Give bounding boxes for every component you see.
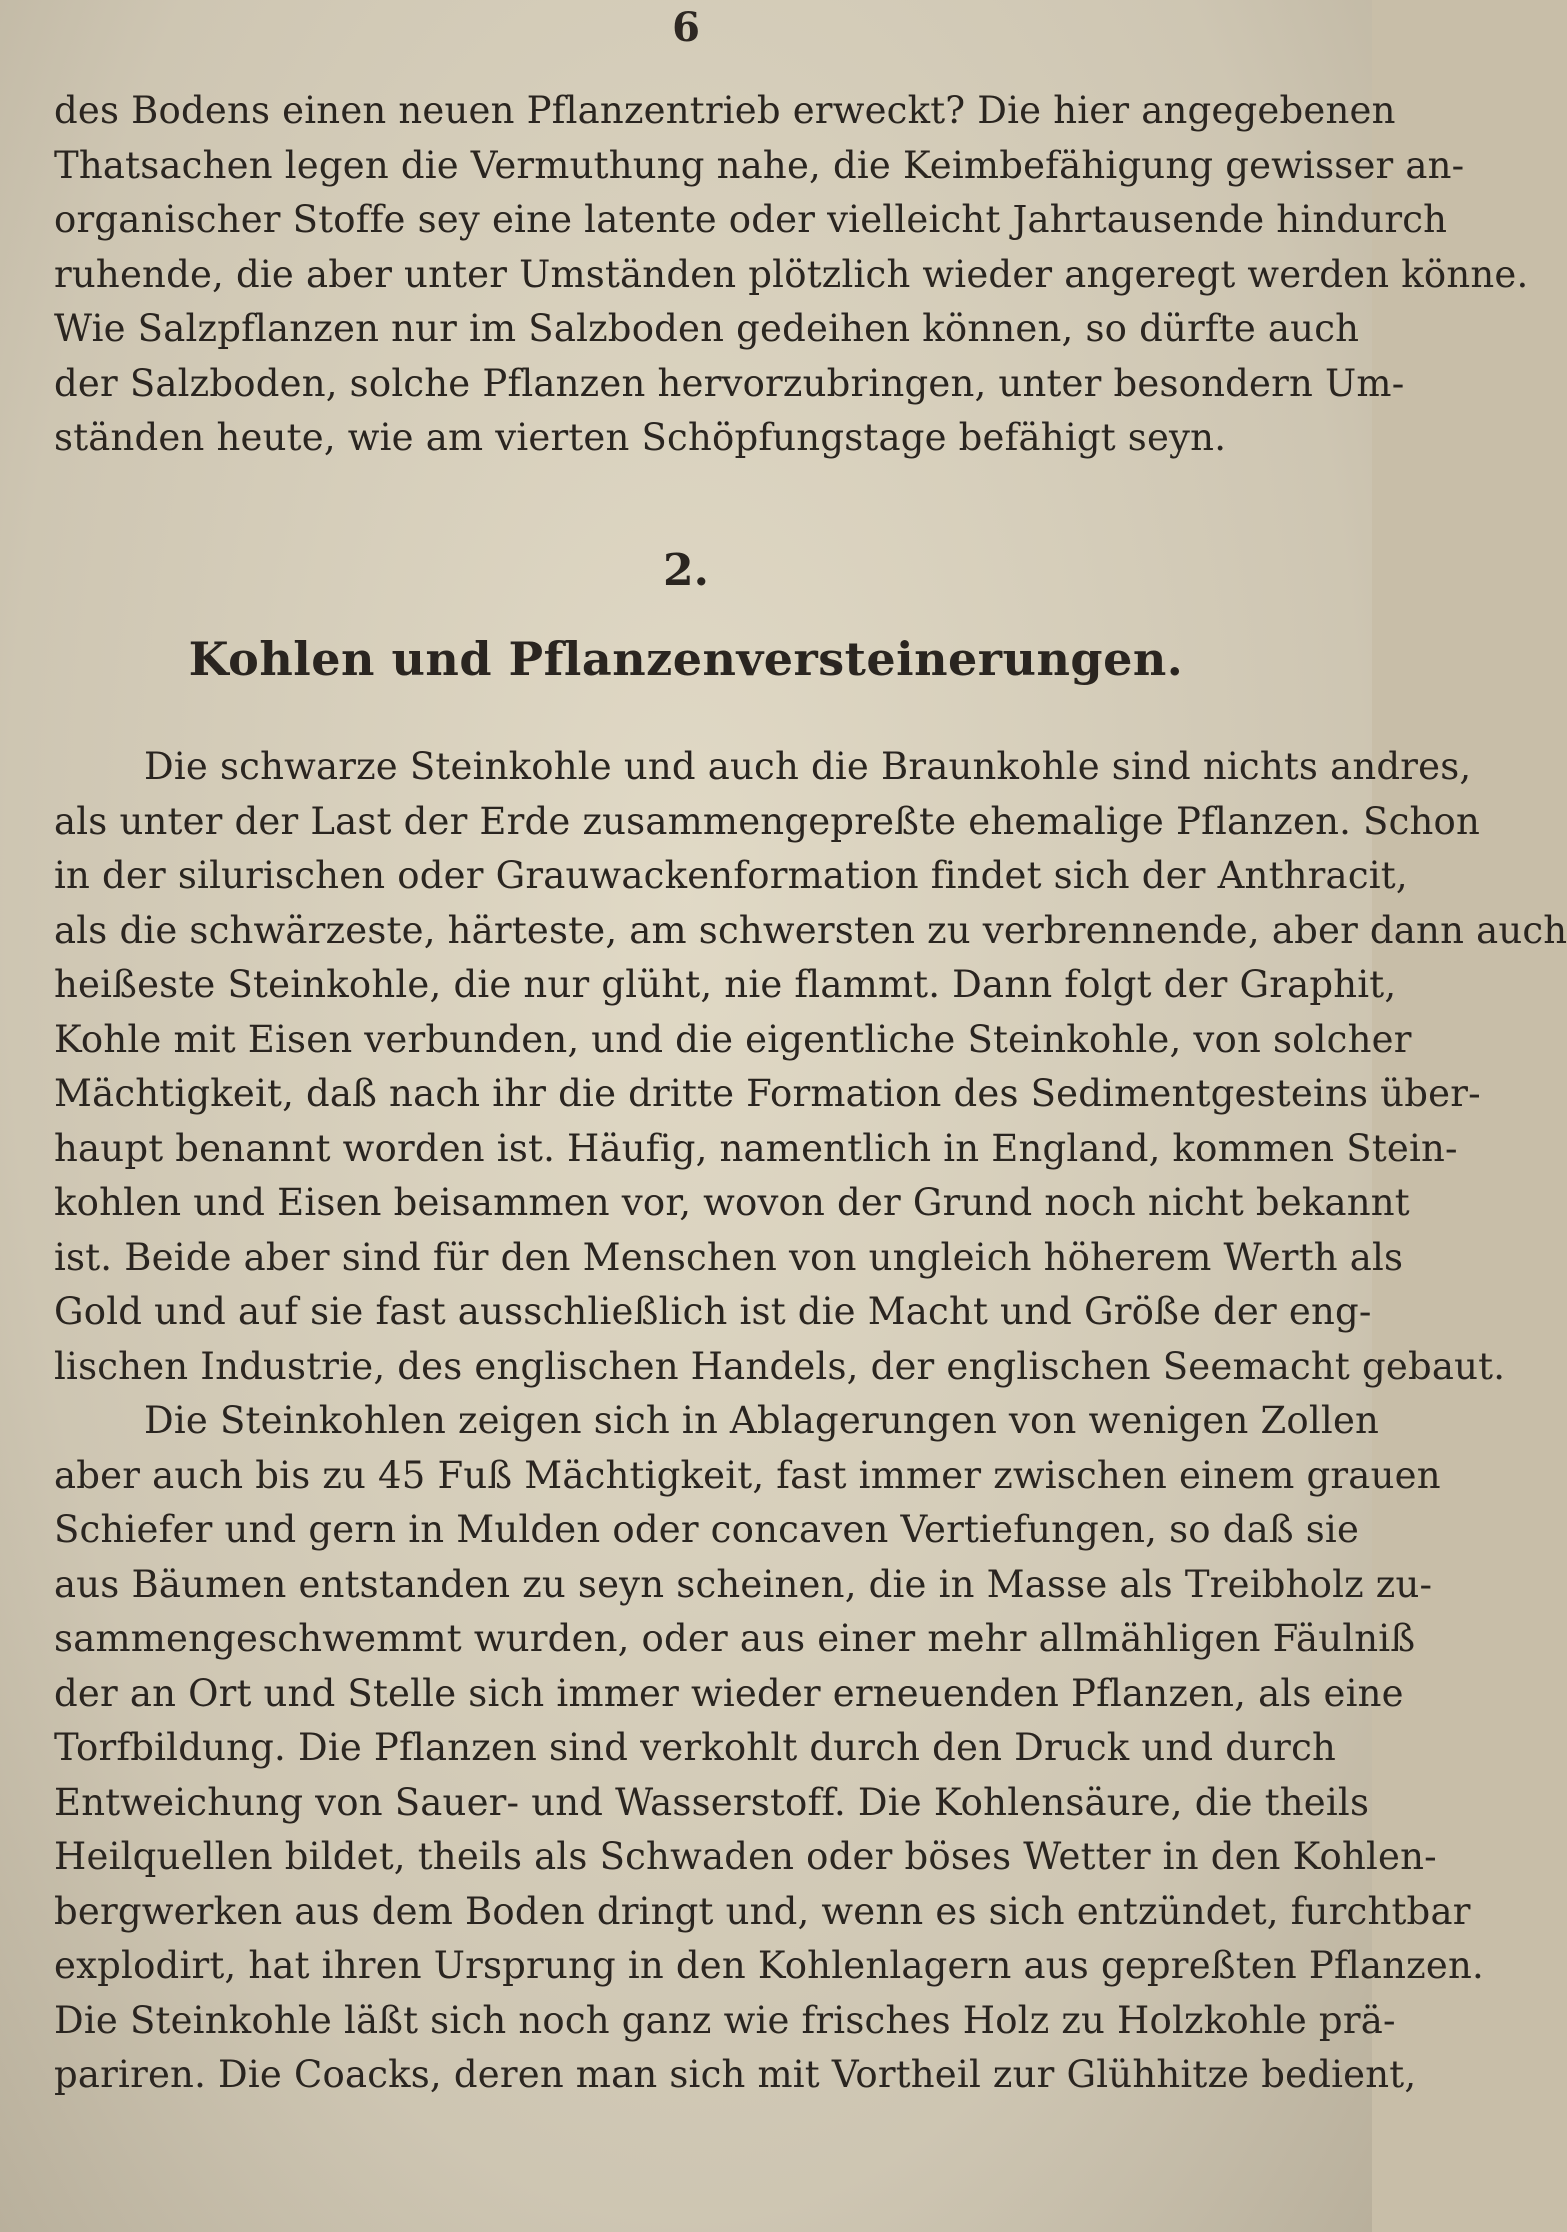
text-line: der Salzboden, solche Pflanzen hervorzubringen, unter besondern Um- xyxy=(54,361,1405,405)
text-line: kohlen und Eisen beisammen vor, wovon der Grund noch nicht bekannt xyxy=(54,1181,1410,1224)
text-line: sammengeschwemmt wurden, oder aus einer mehr allmähligen Fäulniß xyxy=(54,1617,1416,1660)
text-line: Thatsachen legen die Vermuthung nahe, die Keimbefähigung gewisser an- xyxy=(54,143,1465,187)
text-line: Die Steinkohlen zeigen sich in Ablagerungen von wenigen Zollen xyxy=(144,1399,1380,1442)
text-line: bergwerken aus dem Boden dringt und, wenn es sich entzündet, furchtbar xyxy=(54,1889,1471,1933)
text-line: Die schwarze Steinkohle und auch die Braunkohle sind nichts andres, xyxy=(144,745,1472,788)
text-line: Torfbildung. Die Pflanzen sind verkohlt durch den Druck und durch xyxy=(54,1726,1337,1769)
text-line: Gold und auf sie fast ausschließlich ist die Macht und Größe der eng- xyxy=(54,1290,1372,1333)
text-line: ständen heute, wie am vierten Schöpfungstage befähigt seyn. xyxy=(54,416,1227,459)
section-title: Kohlen und Pflanzenversteinerungen. xyxy=(188,632,1184,686)
text-line: explodirt, hat ihren Ursprung in den Kohlenlagern aus gepreßten Pflanzen. xyxy=(54,1944,1484,1987)
text-line: Entweichung von Sauer- und Wasserstoff. Die Kohlensäure, die theils xyxy=(54,1780,1370,1824)
text-line: haupt benannt worden ist. Häufig, namentlich in England, kommen Stein- xyxy=(54,1126,1458,1170)
text-line: der an Ort und Stelle sich immer wieder erneuenden Pflanzen, als eine xyxy=(54,1671,1404,1715)
text-line: Mächtigkeit, daß nach ihr die dritte Formation des Sedimentgesteins über- xyxy=(54,1072,1481,1115)
text-line: heißeste Steinkohle, die nur glüht, nie flammt. Dann folgt der Graphit, xyxy=(54,963,1397,1006)
text-line: Schiefer und gern in Mulden oder concaven Vertiefungen, so daß sie xyxy=(54,1508,1360,1551)
text-line: pariren. Die Coacks, deren man sich mit Vortheil zur Glühhitze bedient, xyxy=(54,2053,1417,2096)
section-body xyxy=(54,740,1567,2103)
text-line: Die Steinkohle läßt sich noch ganz wie frisches Holz zu Holzkohle prä- xyxy=(54,1998,1396,2042)
text-line: Kohle mit Eisen verbunden, und die eigentliche Steinkohle, von solcher xyxy=(54,1017,1412,1061)
text-line: organischer Stoffe sey eine latente oder vielleicht Jahrtausende hindurch xyxy=(54,198,1448,241)
text-line: lischen Industrie, des englischen Handels, der englischen Seemacht gebaut. xyxy=(54,1344,1506,1388)
text-line: ruhende, die aber unter Umständen plötzlich wieder angeregt werden könne. xyxy=(54,252,1529,296)
text-line: aus Bäumen entstanden zu seyn scheinen, die in Masse als Treibholz zu- xyxy=(54,1562,1433,1606)
text-line: des Bodens einen neuen Pflanzentrieb erweckt? Die hier angegebenen xyxy=(54,89,1396,132)
text-line: Heilquellen bildet, theils als Schwaden oder böses Wetter in den Kohlen- xyxy=(54,1835,1437,1878)
text-line: als die schwärzeste, härteste, am schwersten zu verbrennende, aber dann auch xyxy=(54,908,1567,952)
text-line: aber auch bis zu 45 Fuß Mächtigkeit, fast immer zwischen einem grauen xyxy=(54,1453,1441,1497)
text-line: ist. Beide aber sind für den Menschen von ungleich höherem Werth als xyxy=(54,1235,1404,1279)
page-number: 6 xyxy=(672,4,700,51)
text-line: als unter der Last der Erde zusammengepreßte ehemalige Pflanzen. Schon xyxy=(54,799,1481,843)
text-line: in der silurischen oder Grauwackenformation findet sich der Anthracit, xyxy=(54,854,1408,897)
text-line: Wie Salzpflanzen nur im Salzboden gedeihen können, so dürfte auch xyxy=(54,307,1360,350)
intro-paragraph xyxy=(54,84,1529,466)
section-number: 2. xyxy=(663,545,709,596)
